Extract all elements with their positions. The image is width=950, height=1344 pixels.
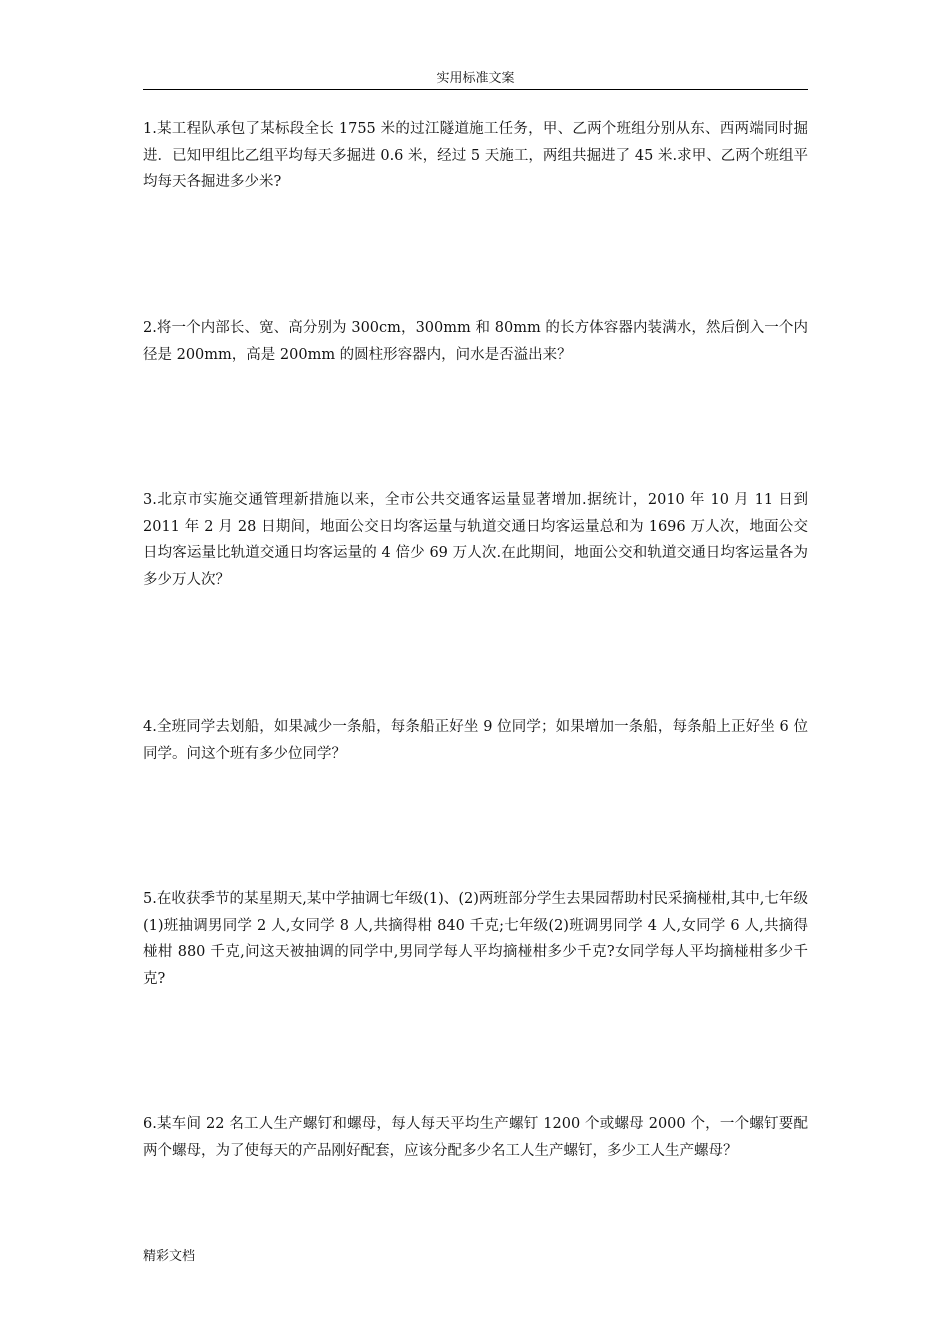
- header-rule: [143, 89, 808, 90]
- page-footer: 精彩文档: [143, 1249, 196, 1264]
- question-2: 2.将一个内部长、宽、高分别为 300cm，300mm 和 80mm 的长方体容器内装满水，然后倒入一个内径是 200mm，高是 200mm 的圆柱形容器内，问水是否溢出来？: [143, 320, 808, 363]
- question-1: 1.某工程队承包了某标段全长 1755 米的过江隧道施工任务，甲、乙两个班组分别从东、西两端同时掘进．已知甲组比乙组平均每天多掘进 0.6 米，经过 5 天施工，两组共掘进了 45 米.求甲、乙两个班组平均每天各掘进多少米?: [143, 121, 808, 190]
- page-header: 实用标准文案: [436, 71, 515, 86]
- question-5: 5.在收获季节的某星期天,某中学抽调七年级(1)、(2)两班部分学生去果园帮助村民采摘椪柑,其中,七年级(1)班抽调男同学 2 人,女同学 8 人,共摘得柑 840 千克;七年级(2)班调男同学 4 人,女同学 6 人,共摘得椪柑 880 千克,问这天被抽调的同学中,男同学每人平均摘椪柑多少千克?女同学每人平均摘椪柑多少千克?: [143, 891, 808, 987]
- question-4: 4.全班同学去划船，如果减少一条船，每条船正好坐 9 位同学；如果增加一条船，每条船上正好坐 6 位同学。问这个班有多少位同学？: [143, 719, 808, 762]
- question-6: 6.某车间 22 名工人生产螺钉和螺母，每人每天平均生产螺钉 1200 个或螺母 2000 个，一个螺钉要配两个螺母，为了使每天的产品刚好配套，应该分配多少名工人生产螺钉，多少工人生产螺母？: [143, 1116, 808, 1159]
- question-3: 3.北京市实施交通管理新措施以来，全市公共交通客运量显著增加.据统计，2010 年 10 月 11 日到 2011 年 2 月 28 日期间，地面公交日均客运量与轨道交通日均客运量总和为 1696 万人次，地面公交日均客运量比轨道交通日均客运量的 4 倍少 69 万人次.在此期间，地面公交和轨道交通日均客运量各为多少万人次？: [143, 492, 808, 588]
